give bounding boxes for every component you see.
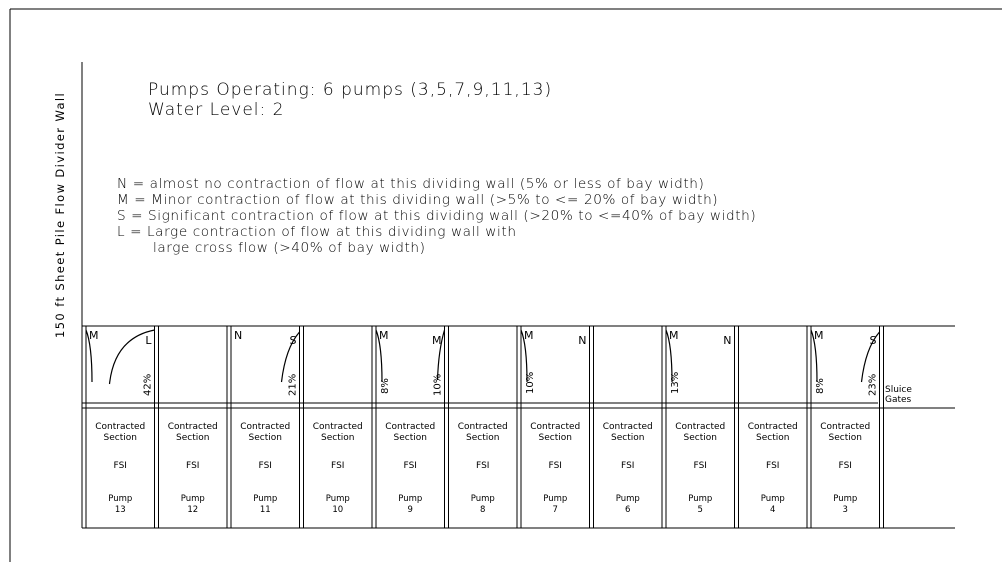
bay-pump-number: 8 — [480, 505, 486, 515]
right-contraction-code: M — [432, 334, 442, 347]
bay-contracted-label: Contracted — [167, 422, 218, 432]
right-contraction-code: N — [723, 334, 732, 347]
bay-fsi-label: FSI — [621, 461, 635, 471]
water-level-text: Water Level: 2 — [148, 100, 285, 120]
bay-pump-number: 10 — [332, 505, 344, 515]
bay-pump-number: 5 — [697, 505, 703, 515]
left-contraction-code: M — [669, 329, 679, 342]
bay-section-label: Section — [611, 433, 645, 443]
bay-pump-number: 9 — [407, 505, 413, 515]
bay-fsi-label: FSI — [113, 461, 127, 471]
bay-contracted-label: Contracted — [530, 422, 581, 432]
bay-fsi-label: FSI — [766, 461, 780, 471]
bay-pump-number: 12 — [187, 505, 199, 515]
right-contraction-code: S — [869, 334, 877, 347]
sluice-gates-label-line2: Gates — [885, 395, 912, 405]
bay-fsi-label: FSI — [186, 461, 200, 471]
left-contraction-percent: 8% — [380, 378, 391, 394]
right-contraction-percent: 21% — [287, 373, 299, 396]
bay-section-label: Section — [176, 433, 210, 443]
bay-pump-label: Pump — [325, 494, 350, 504]
legend-m: M = Minor contraction of flow at this dividing wall (>5% to <= 20% of bay width) — [117, 192, 719, 208]
sluice-gates-label-line1: Sluice — [885, 385, 912, 395]
bay-section-label: Section — [538, 433, 572, 443]
left-contraction-code: N — [234, 329, 243, 342]
legend-l-continued: large cross flow (>40% of bay width) — [153, 240, 426, 256]
bay-section-label: Section — [683, 433, 717, 443]
bay-pump-label: Pump — [398, 494, 423, 504]
bay-contracted-label: Contracted — [457, 422, 508, 432]
bay-section-label: Section — [248, 433, 282, 443]
bay-contracted-label: Contracted — [602, 422, 653, 432]
bay-pump-number: 6 — [625, 505, 631, 515]
bay-pump-label: Pump — [180, 494, 205, 504]
bay-pump-label: Pump — [253, 494, 278, 504]
bay-fsi-label: FSI — [548, 461, 562, 471]
left-contraction-code: M — [524, 329, 534, 342]
bay-fsi-label: FSI — [331, 461, 345, 471]
bay-pump-number: 11 — [259, 505, 271, 515]
bay-fsi-label: FSI — [258, 461, 272, 471]
bay-contracted-label: Contracted — [675, 422, 726, 432]
bay-fsi-label: FSI — [693, 461, 707, 471]
right-contraction-code: S — [289, 334, 297, 347]
right-contraction-code: L — [145, 334, 152, 347]
bay-pump-number: 13 — [114, 505, 126, 515]
right-contraction-percent: 10% — [432, 373, 444, 396]
bay-contracted-label: Contracted — [95, 422, 146, 432]
bay-section-label: Section — [466, 433, 500, 443]
bay-section-label: Section — [393, 433, 427, 443]
bay-section-label: Section — [103, 433, 137, 443]
bay-contracted-label: Contracted — [312, 422, 363, 432]
bay-section-label: Section — [756, 433, 790, 443]
left-contraction-percent: 10% — [525, 371, 536, 394]
bay-pump-label: Pump — [760, 494, 785, 504]
bay-contracted-label: Contracted — [747, 422, 798, 432]
bay-contracted-label: Contracted — [385, 422, 436, 432]
right-contraction-percent: 23% — [867, 373, 879, 396]
bay-fsi-label: FSI — [838, 461, 852, 471]
pumps-operating-text: Pumps Operating: 6 pumps (3,5,7,9,11,13) — [148, 80, 553, 100]
bay-section-label: Section — [321, 433, 355, 443]
left-contraction-percent: 13% — [670, 371, 681, 394]
bay-section-label: Section — [828, 433, 862, 443]
bay-contracted-label: Contracted — [820, 422, 871, 432]
right-contraction-percent: 42% — [142, 373, 154, 396]
pump-bays — [82, 326, 884, 528]
right-contraction-code: N — [578, 334, 587, 347]
divider-wall-label: 150 ft Sheet Pile Flow Divider Wall — [53, 91, 67, 338]
bay-pump-label: Pump — [833, 494, 858, 504]
bay-fsi-label: FSI — [476, 461, 490, 471]
bay-pump-label: Pump — [470, 494, 495, 504]
bay-pump-label: Pump — [615, 494, 640, 504]
left-contraction-percent: 8% — [815, 378, 826, 394]
legend-l: L = Large contraction of flow at this dividing wall with — [117, 224, 517, 240]
bay-contracted-label: Contracted — [240, 422, 291, 432]
bay-pump-number: 7 — [552, 505, 558, 515]
left-contraction-code: M — [379, 329, 389, 342]
left-contraction-code: M — [89, 329, 99, 342]
bay-fsi-label: FSI — [403, 461, 417, 471]
legend-n: N = almost no contraction of flow at this dividing wall (5% or less of bay width) — [117, 176, 705, 192]
bay-pump-label: Pump — [688, 494, 713, 504]
bay-pump-number: 4 — [770, 505, 776, 515]
bay-pump-label: Pump — [108, 494, 133, 504]
bay-pump-number: 3 — [842, 505, 848, 515]
left-contraction-code: M — [814, 329, 824, 342]
legend-s: S = Significant contraction of flow at this dividing wall (>20% to <=40% of bay width) — [117, 208, 757, 224]
bay-pump-label: Pump — [543, 494, 568, 504]
